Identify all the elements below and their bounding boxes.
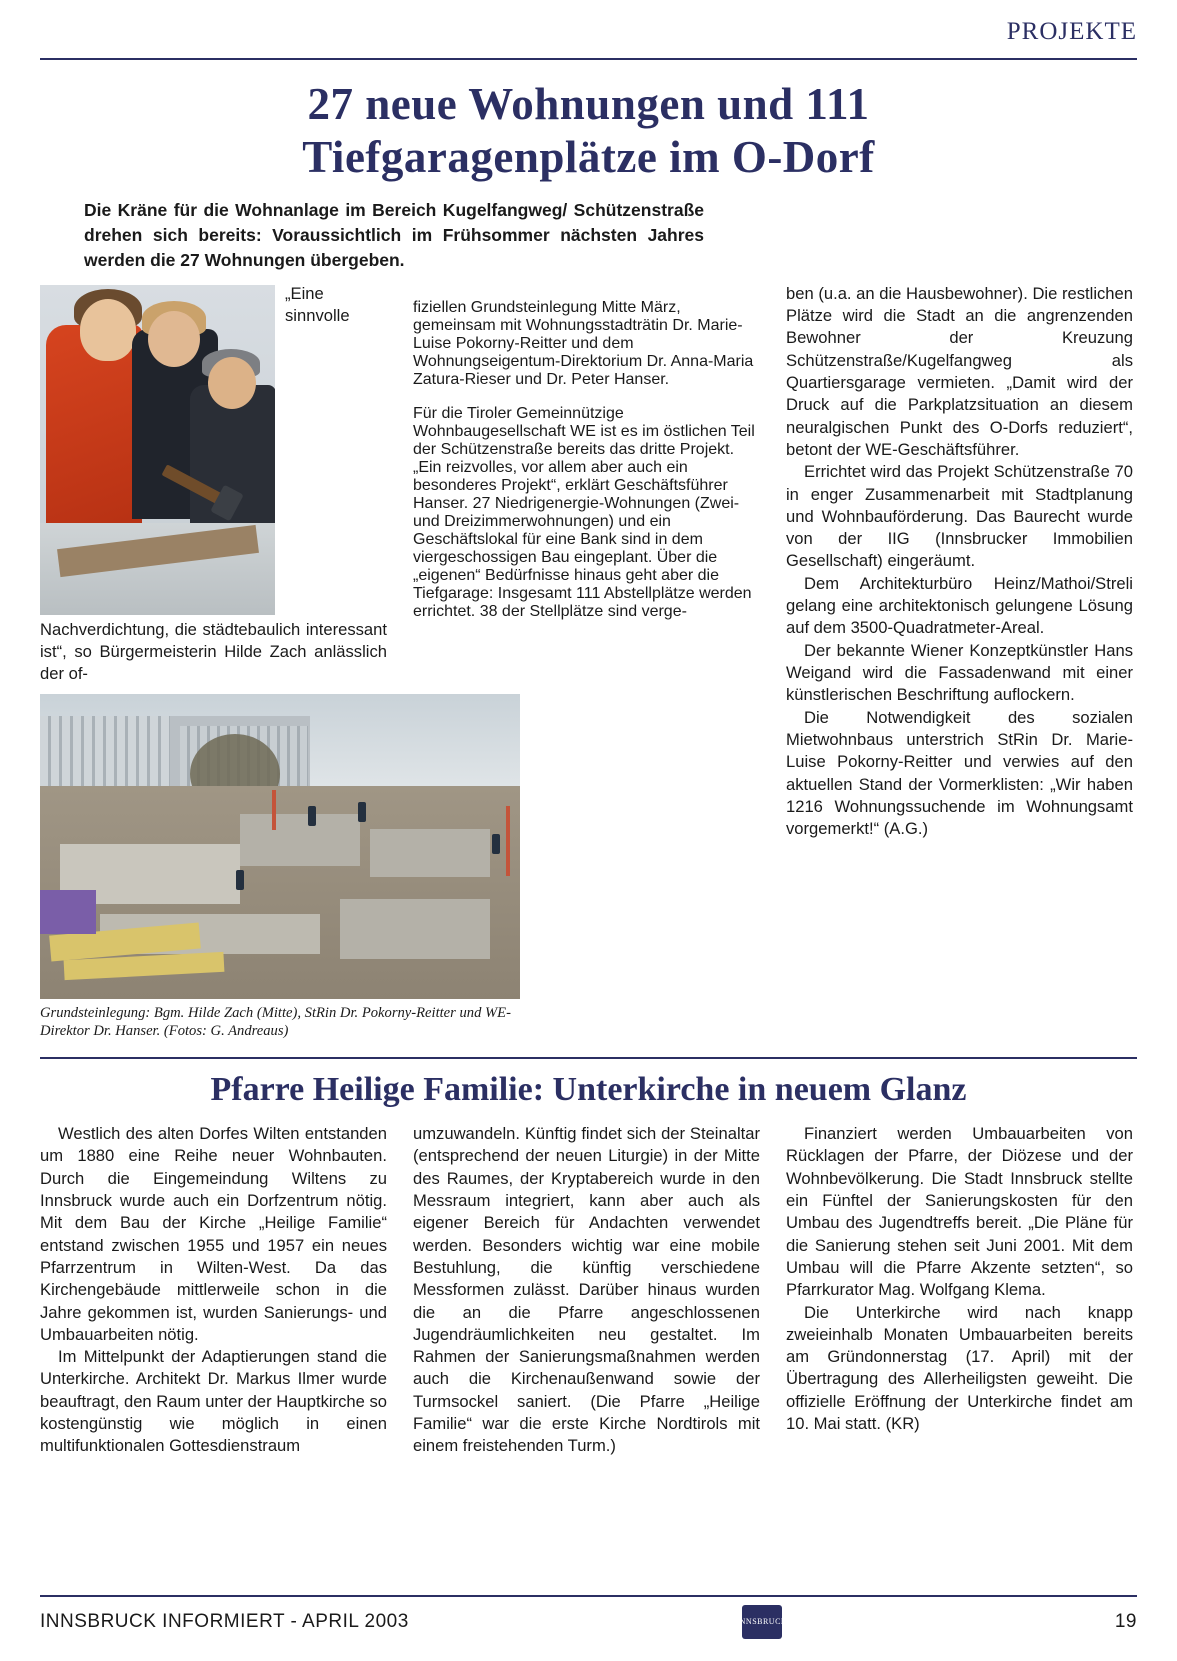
article1-left-region <box>40 283 760 1041</box>
article1-col3-p2: Errichtet wird das Projekt Schützenstraße 70 in enger Zusammenarbeit mit Stadtplanung und Wohnbauförderung. Das Baurecht wurde von der IIG (Innsbrucker Immobilien Gesellschaft) eingeräumt. <box>786 462 1133 571</box>
article1-col3-p4: Der bekannte Wiener Konzeptkünstler Hans Weigand wird die Fassadenwand mit einer künstlerischen Beschriftung auflockern. <box>786 640 1133 705</box>
footer-publication: INNSBRUCK INFORMIERT - APRIL 2003 <box>40 1611 409 1632</box>
photo-caption-text: Grundsteinlegung: Bgm. Hilde Zach (Mitte), StRin Dr. Pokorny-Reitter und WE-Direktor Dr. Hanser. <box>40 1004 511 1040</box>
article1-col1-text: „Eine sinnvolle Nachverdichtung, die städtebaulich interessant ist“, so Bürgermeisterin Hilde Zach anlässlich der of- <box>40 283 387 684</box>
article1-headline <box>40 78 1137 184</box>
article1-col2 <box>413 283 760 686</box>
article2-col1 <box>40 1123 387 1458</box>
article1-lead: Die Kräne für die Wohnanlage im Bereich Kugelfangweg/ Schützenstraße drehen sich bereits: Voraussichtlich im Frühsommer nächsten Jahres werden die 27 Wohnungen übergeben. <box>84 200 704 270</box>
article2-col3 <box>786 1123 1133 1458</box>
article1-col2-p2: Für die Tiroler Gemeinnützige Wohnbaugesellschaft WE ist es im östlichen Teil der Schützenstraße bereits das dritte Projekt. „Ein reizvolles, vor allem aber auch ein besonderes Projekt“, erklärt Geschäftsführer Hanser. 27 Niedrigenergie-Wohnungen (Zwei- und Dreizimmerwohnungen) und ein Geschäftslokal für eine Bank sind in dem viergeschossigen Bau eingeplant. Über die „eigenen“ Bedürfnisse hinaus geht aber die Tiefgarage: Insgesamt 111 Abstellplätze werden errichtet. 38 der Stellplätze sind verge- <box>413 404 755 620</box>
photo-construction-site <box>40 694 520 999</box>
magazine-page <box>0 12 1177 1661</box>
article1-col1 <box>40 283 387 686</box>
page-number: 19 <box>1114 1611 1137 1632</box>
article2-columns <box>40 1123 1137 1458</box>
section-kicker: PROJEKTE <box>1006 18 1137 45</box>
article1-col3 <box>786 283 1133 1041</box>
photo-credit: (Fotos: G. Andreaus) <box>163 1023 289 1040</box>
article2-col2-p1: umzuwandeln. Künftig findet sich der Steinaltar (entsprechend der neuen Liturgie) in der Mitte des Raumes, der Kryptabereich wurde in den Messraum integriert, kann aber auch als eigener Bereich für Andachten verwendet werden. Besonders wichtig war eine mobile Bestuhlung, die künftig verschiedene Messformen zulässt. Darüber hinaus wurden die an die Pfarre angeschlossenen Jugendräumlichkeiten neu gestaltet. Im Rahmen der Sanierungsmaßnahmen werden auch die Kirchenaußenwand sowie der Turmsockel saniert. (Die Pfarre „Heilige Familie“ war die erste Kirche Nordtirols mit einem freistehenden Turm.) <box>413 1124 760 1456</box>
photo-foundation-ceremony <box>40 285 275 615</box>
article1-col2-p1: fiziellen Grundsteinlegung Mitte März, gemeinsam mit Wohnungsstadträtin Dr. Marie-Luise Pokorny-Reitter und dem Wohnungseigentum-Direktorium Dr. Anna-Maria Zatura-Rieser und Dr. Peter Hanser. <box>413 298 754 388</box>
article2-col2 <box>413 1123 760 1458</box>
page-header <box>40 12 1137 60</box>
article1-col3-p5: Die Notwendigkeit des sozialen Mietwohnbaus unterstrich StRin Dr. Marie-Luise Pokorny-Reitter und verwies auf den aktuellen Stand der Vormerklisten: „Wir haben 1216 Wohnungssuchende im Wohnungsamt vorgemerkt!“ (A.G.) <box>786 707 1133 839</box>
article1-col3-p1: ben (u.a. an die Hausbewohner). Die restlichen Plätze wird die Stadt an die angrenzenden Bewohner der Kreuzung Schützenstraße/Kugelfangweg als Quartiersgarage vermieten. „Damit wird der Druck auf die Parkplatzsituation an diesem neuralgischen Punkt des O-Dorfs reduziert“, betont der WE-Geschäftsführer. <box>786 283 1133 459</box>
photo-caption <box>40 1004 520 1041</box>
section-divider <box>40 1057 1137 1059</box>
article1-headline-line2: Tiefgaragenplätze im O-Dorf <box>302 132 875 183</box>
article2-col3-p1: Finanziert werden Umbauarbeiten von Rücklagen der Pfarre, der Diözese und der Wohnbevölkerung. Die Stadt Innsbruck stellte ein Fünftel der Sanierungskosten für den Umbau des Jugendtreffs bereit. „Die Pläne für die Sanierung stehen seit Juni 2001. Mit dem Umbau will die Pfarre Akzente setzten“, so Pfarrkurator Mag. Wolfgang Klema. <box>786 1124 1133 1300</box>
article2-headline: Pfarre Heilige Familie: Unterkirche in neuem Glanz <box>210 1071 967 1108</box>
page-footer <box>40 1595 1137 1639</box>
article2-col1-p2: Im Mittelpunkt der Adaptierungen stand die Unterkirche. Architekt Dr. Markus Ilmer wurde beauftragt, den Raum unter der Hauptkirche so kostengünstig wie möglich in einen multifunktionalen Gottesdienstraum <box>40 1347 387 1456</box>
crest-label: INNSBRUCK <box>736 1617 788 1626</box>
article2-col1-p1: Westlich des alten Dorfes Wilten entstanden um 1880 eine Reihe neuer Wohnbauten. Durch die Eingemeindung Wiltens zu Innsbruck wurde auch ein Dorfzentrum nötig. Mit dem Bau der Kirche „Heilige Familie“ entstand zwischen 1955 und 1957 ein neues Pfarrzentrum in Wilten-West. Da das Kirchengebäude mittlerweile schon in die Jahre gekommen ist, wurden Sanierungs- und Umbauarbeiten nötig. <box>40 1124 387 1344</box>
article1-columns <box>40 283 1137 1041</box>
article2-col3-p2: Die Unterkirche wird nach knapp zweieinhalb Monaten Umbauarbeiten bereits am Gründonnerstag (17. April) mit der Übertragung des Allerheiligsten geweiht. Die offizielle Eröffnung der Unterkirche findet am 10. Mai statt. (KR) <box>786 1302 1133 1434</box>
city-crest-icon <box>736 1605 788 1639</box>
article1-col3-p3: Dem Architekturbüro Heinz/Mathoi/Streli gelang eine architektonisch gelungene Lösung auf dem 3500-Quadratmeter-Areal. <box>786 573 1133 638</box>
article1-headline-line1: 27 neue Wohnungen und 111 <box>307 79 870 129</box>
